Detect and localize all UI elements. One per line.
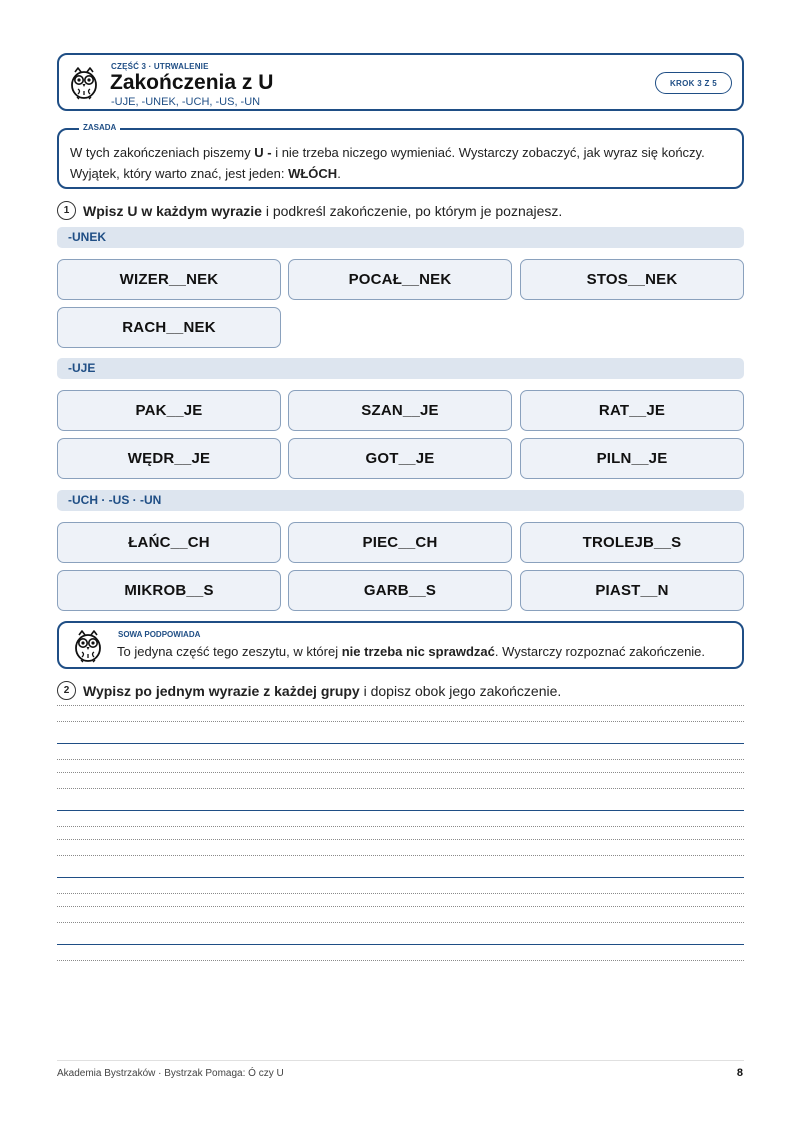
hint-text: [117, 644, 705, 659]
dotted-guide-line: [57, 839, 744, 840]
word-box[interactable]: WĘDR__JE: [57, 438, 281, 479]
word-box[interactable]: PIAST__N: [520, 570, 744, 611]
rule-label: ZASADA: [79, 123, 120, 132]
word-box[interactable]: RAT__JE: [520, 390, 744, 431]
task-text: [83, 683, 561, 699]
word-box[interactable]: GOT__JE: [288, 438, 512, 479]
group-label-uch-us-un: -UCH · -US · -UN: [57, 490, 744, 511]
word-box[interactable]: PIEC__CH: [288, 522, 512, 563]
dotted-guide-line: [57, 705, 744, 706]
dotted-guide-line: [57, 759, 744, 760]
footer-divider: [57, 1060, 744, 1061]
word-box[interactable]: MIKROB__S: [57, 570, 281, 611]
dotted-guide-line: [57, 772, 744, 773]
task-text-bold: Wpisz U w każdym wyrazie: [83, 202, 262, 219]
dotted-guide-line: [57, 906, 744, 907]
word-box[interactable]: PILN__JE: [520, 438, 744, 479]
dotted-guide-line: [57, 826, 744, 827]
task-text-rest: i dopisz obok jego zakończenie.: [359, 682, 562, 699]
page-number: 8: [736, 1067, 743, 1079]
rule-text-bold: U -: [254, 145, 272, 160]
rule-text-part: .: [337, 166, 341, 181]
word-box[interactable]: STOS__NEK: [520, 259, 744, 300]
writing-area[interactable]: [57, 700, 744, 970]
word-box[interactable]: TROLEJB__S: [520, 522, 744, 563]
task-number: 1: [57, 201, 76, 220]
task-1-instruction: [57, 201, 562, 220]
base-line: [57, 810, 744, 811]
dotted-guide-line: [57, 922, 744, 923]
base-line: [57, 877, 744, 878]
task-number: 2: [57, 681, 76, 700]
page-title: Zakończenia z U: [110, 71, 274, 94]
page-subtitle: -UJE, -UNEK, -UCH, -US, -UN: [111, 96, 261, 108]
word-box[interactable]: PAK__JE: [57, 390, 281, 431]
task-text: [83, 203, 562, 219]
rule-text: [70, 142, 730, 184]
dotted-guide-line: [57, 855, 744, 856]
hint-text-part: To jedyna część tego zeszytu, w której: [117, 644, 342, 659]
step-badge: KROK 3 Z 5: [655, 72, 732, 94]
rule-text-part: i nie trzeba niczego wymieniać. Wystarczy zobaczyć, jak wyraz się kończy. Wyjątek, który warto znać, jest jeden:: [70, 145, 705, 181]
owl-icon: [73, 629, 103, 663]
hint-label: SOWA PODPOWIADA: [118, 630, 201, 639]
group-label-uje: -UJE: [57, 358, 744, 379]
owl-icon: [69, 66, 99, 100]
base-line: [57, 743, 744, 744]
footer-title: Akademia Bystrzaków · Bystrzak Pomaga: Ó czy U: [57, 1068, 284, 1079]
dotted-guide-line: [57, 960, 744, 961]
word-box[interactable]: POCAŁ__NEK: [288, 259, 512, 300]
dotted-guide-line: [57, 788, 744, 789]
task-text-rest: i podkreśl zakończenie, po którym je poznajesz.: [261, 202, 563, 219]
word-box[interactable]: WIZER__NEK: [57, 259, 281, 300]
task-2-instruction: [57, 681, 561, 700]
task-text-bold: Wypisz po jednym wyrazie z każdej grupy: [83, 682, 360, 699]
rule-box: [57, 123, 744, 189]
hint-text-part: . Wystarczy rozpoznać zakończenie.: [494, 644, 706, 659]
word-box[interactable]: ŁAŃC__CH: [57, 522, 281, 563]
base-line: [57, 944, 744, 945]
word-box[interactable]: GARB__S: [288, 570, 512, 611]
rule-text-exception: WŁÓCH: [288, 166, 338, 181]
group-label-unek: -UNEK: [57, 227, 744, 248]
worksheet-header: [57, 53, 744, 111]
dotted-guide-line: [57, 721, 744, 722]
section-label: CZĘŚĆ 3 · UTRWALENIE: [111, 62, 209, 71]
hint-text-bold: nie trzeba nic sprawdzać: [341, 644, 495, 659]
word-box[interactable]: SZAN__JE: [288, 390, 512, 431]
hint-box: [57, 621, 744, 669]
dotted-guide-line: [57, 893, 744, 894]
word-box[interactable]: RACH__NEK: [57, 307, 281, 348]
rule-text-part: W tych zakończeniach piszemy: [70, 145, 255, 160]
